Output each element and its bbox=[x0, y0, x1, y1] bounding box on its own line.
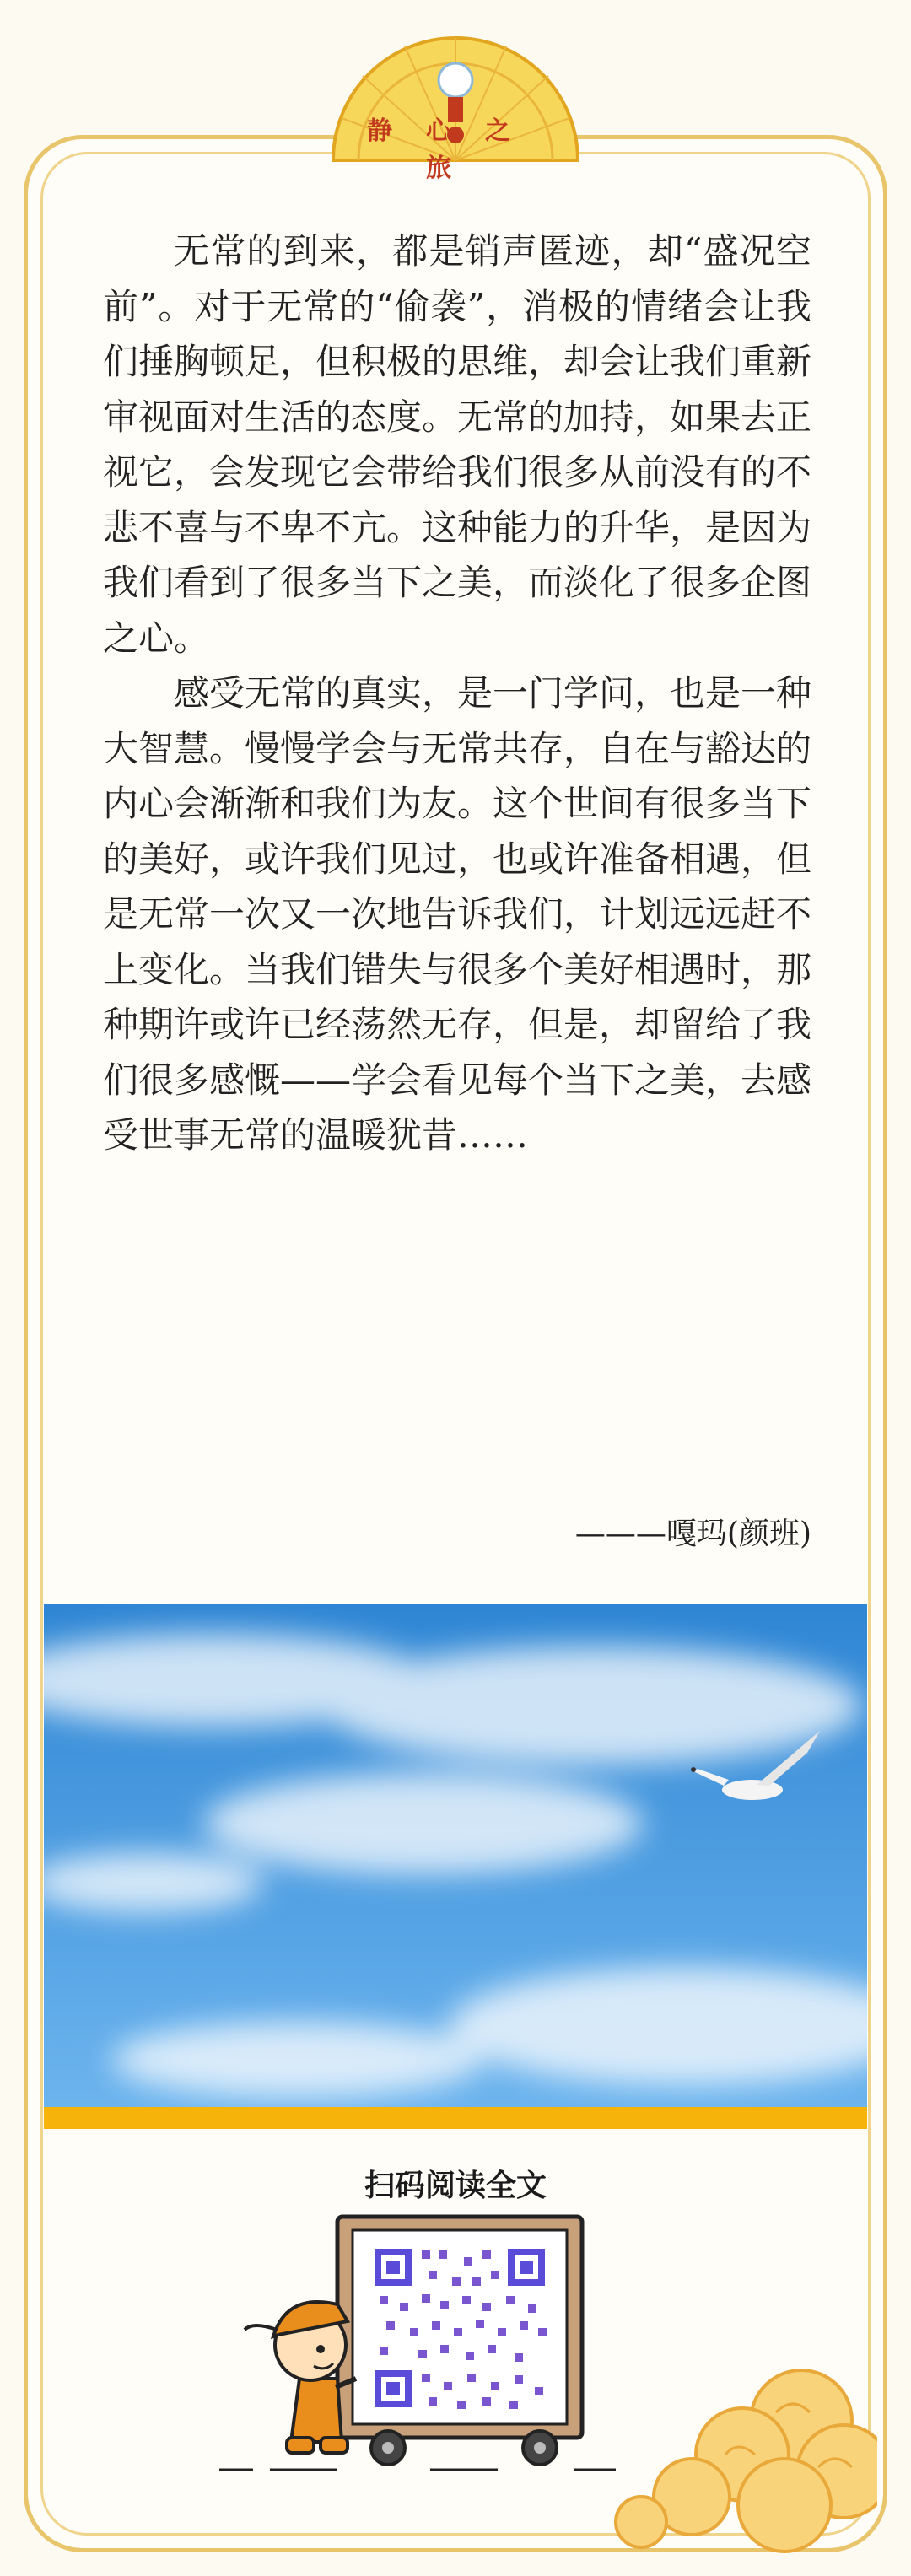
paragraph-2: 感受无常的真实，是一门学问，也是一种大智慧。慢慢学会与无常共存，自在与豁达的内心会渐渐和我们为友。这个世间有很多当下的美好，或许我们见过，也或许准备相遇，但是无常一次又一次地告诉我们，计划远远赶不上变化。当我们错失与很多个美好相遇时，那种期许或许已经荡然无存，但是，却留给了我们很多感慨——学会看见每个当下之美，去感受世事无常的温暖犹昔…… bbox=[103, 672, 812, 1156]
golden-clouds bbox=[590, 2328, 877, 2556]
banner-title: 静心之旅 bbox=[367, 116, 544, 183]
author-signature: ———嘎玛(颜班) bbox=[574, 1517, 811, 1551]
paragraph-1: 无常的到来，都是销声匿迹，却“盛况空前”。对于无常的“偷袭”，消极的情绪会让我们捶胸顿足，但积极的思维，却会让我们重新审视面对生活的态度。无常的加持，如果去正视它，会发现它会带给我们很多从前没有的不悲不喜与不卑不亢。这种能力的升华，是因为我们看到了很多当下之美，而淡化了很多企图之心。 bbox=[103, 230, 812, 659]
conch-icon bbox=[439, 63, 472, 97]
sky-photo bbox=[44, 1604, 867, 2107]
accent-bar bbox=[44, 2107, 867, 2129]
article-body bbox=[103, 224, 811, 1163]
qr-code-icon bbox=[369, 2244, 550, 2412]
mascot-qr-cart-illustration bbox=[219, 2201, 624, 2480]
qr-title: 扫码阅读全文 bbox=[364, 2169, 547, 2203]
